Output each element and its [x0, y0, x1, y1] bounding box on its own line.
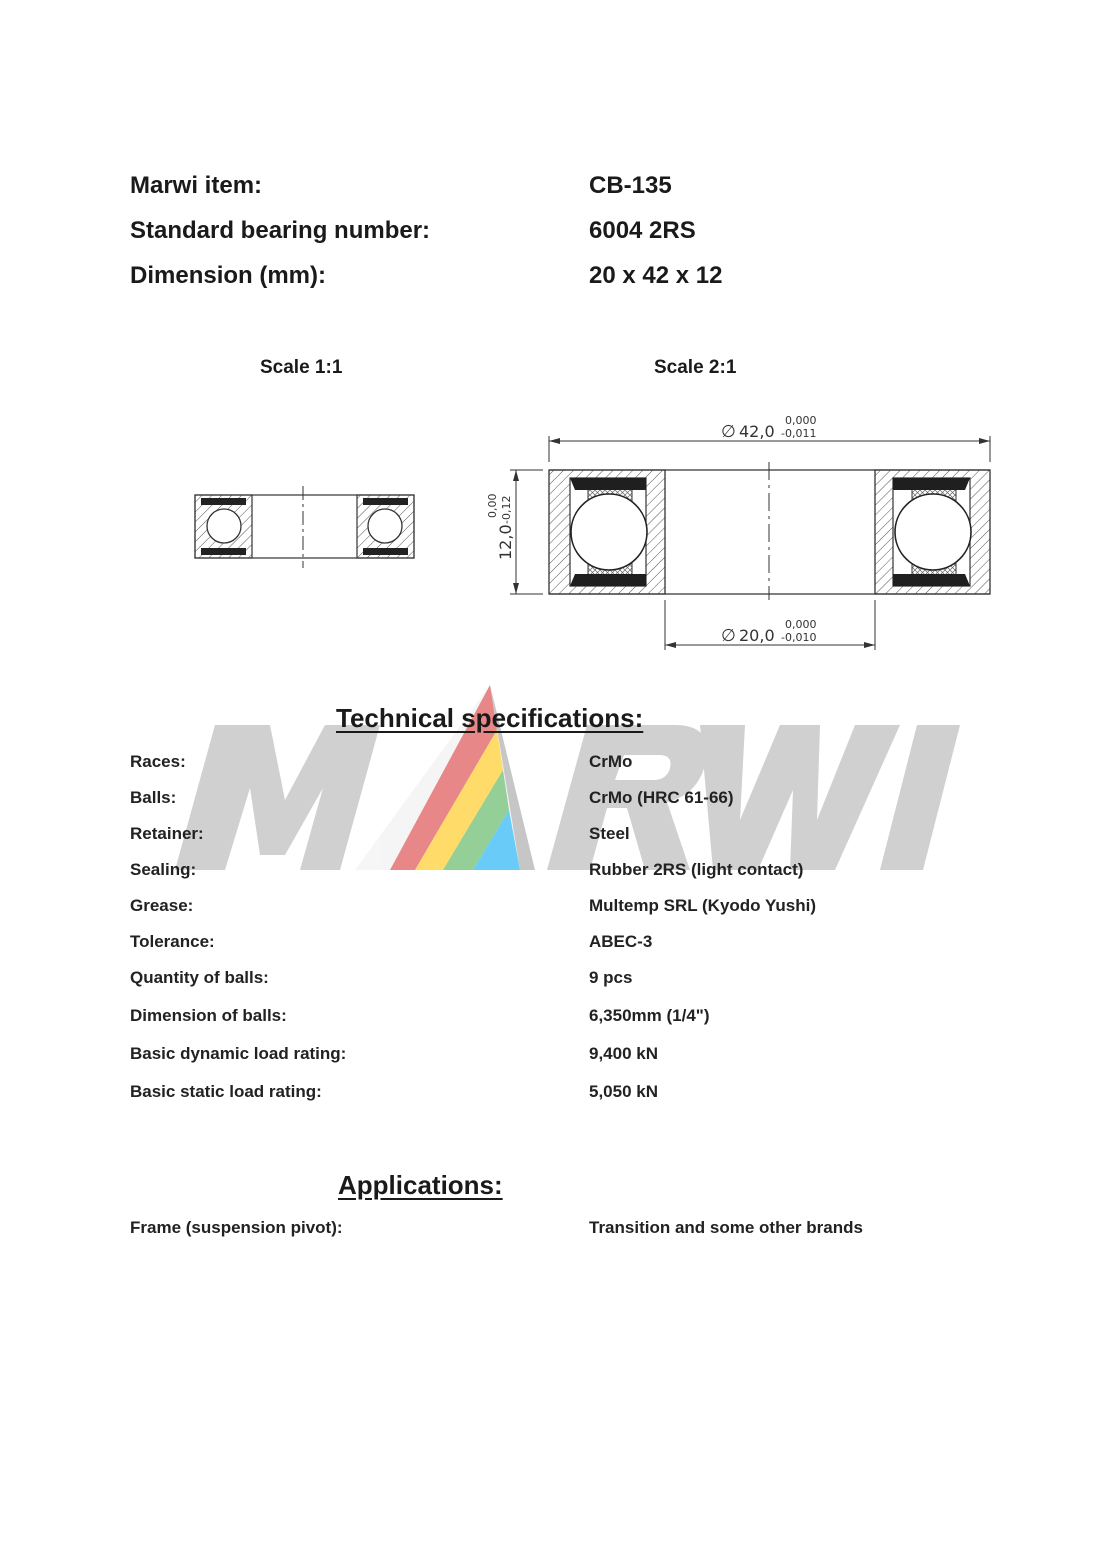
- spec-value: 6,350mm (1/4"): [589, 1006, 710, 1025]
- spec-row: [130, 824, 930, 848]
- outer-tol-lower: -0,011: [781, 427, 817, 440]
- application-label: Frame (suspension pivot):: [130, 1218, 343, 1237]
- outer-tol-upper: 0,000: [785, 414, 817, 427]
- inner-diameter-value: 20,0: [739, 626, 775, 645]
- small-bearing-section: [195, 486, 414, 568]
- spec-label: Basic static load rating:: [130, 1082, 322, 1101]
- spec-row: [130, 860, 930, 884]
- outer-diameter-value: 42,0: [739, 422, 775, 441]
- scale-label-1-1: Scale 1:1: [260, 357, 343, 378]
- spec-row: [130, 752, 930, 776]
- spec-label: Basic dynamic load rating:: [130, 1044, 347, 1063]
- header-label: Dimension (mm):: [130, 262, 327, 289]
- spec-value: 9 pcs: [589, 968, 633, 987]
- spec-value: Steel: [589, 824, 630, 843]
- inner-diameter-symbol: ∅: [721, 626, 736, 646]
- tech-specs-title: Technical specifications:: [336, 703, 644, 733]
- spec-label: Retainer:: [130, 824, 204, 843]
- header-row-bearing-number: [130, 217, 890, 253]
- spec-value: CrMo: [589, 752, 633, 771]
- inner-tol-upper: 0,000: [785, 618, 817, 631]
- spec-row: [130, 788, 930, 812]
- header-value: CB-135: [589, 172, 672, 199]
- spec-value: Rubber 2RS (light contact): [589, 860, 804, 879]
- spec-label: Balls:: [130, 788, 177, 807]
- spec-label: Quantity of balls:: [130, 968, 269, 987]
- spec-value: Multemp SRL (Kyodo Yushi): [589, 896, 816, 915]
- width-tol-upper: 0,00: [486, 493, 499, 518]
- spec-label: Tolerance:: [130, 932, 215, 951]
- header-label: Marwi item:: [130, 172, 263, 199]
- spec-value: 9,400 kN: [589, 1044, 658, 1063]
- width-tol-lower: -0,12: [500, 495, 513, 524]
- spec-row: [130, 932, 930, 956]
- spec-value: CrMo (HRC 61-66): [589, 788, 734, 807]
- spec-label: Dimension of balls:: [130, 1006, 287, 1025]
- spec-label: Grease:: [130, 896, 194, 915]
- header-value: 20 x 42 x 12: [589, 262, 723, 289]
- width-value: 12,0: [496, 524, 515, 560]
- header-label: Standard bearing number:: [130, 217, 431, 244]
- spec-value: 5,050 kN: [589, 1082, 658, 1101]
- spec-row: [130, 1006, 930, 1030]
- inner-tol-lower: -0,010: [781, 631, 817, 644]
- application-row: [130, 1218, 930, 1242]
- header-row-dimension: [130, 262, 890, 298]
- large-bearing-section: [510, 436, 990, 650]
- outer-diameter-symbol: ∅: [721, 422, 736, 442]
- spec-row: [130, 1044, 930, 1068]
- applications-title: Applications:: [338, 1170, 503, 1200]
- header-row-item: [130, 172, 890, 208]
- spec-row: [130, 896, 930, 920]
- spec-label: Races:: [130, 752, 186, 771]
- bearing-drawing: [0, 400, 1100, 670]
- spec-value: ABEC-3: [589, 932, 653, 951]
- header-value: 6004 2RS: [589, 217, 696, 244]
- scale-label-2-1: Scale 2:1: [654, 357, 737, 378]
- spec-row: [130, 1082, 930, 1106]
- spec-label: Sealing:: [130, 860, 197, 879]
- application-value: Transition and some other brands: [589, 1218, 863, 1237]
- spec-row: [130, 968, 930, 992]
